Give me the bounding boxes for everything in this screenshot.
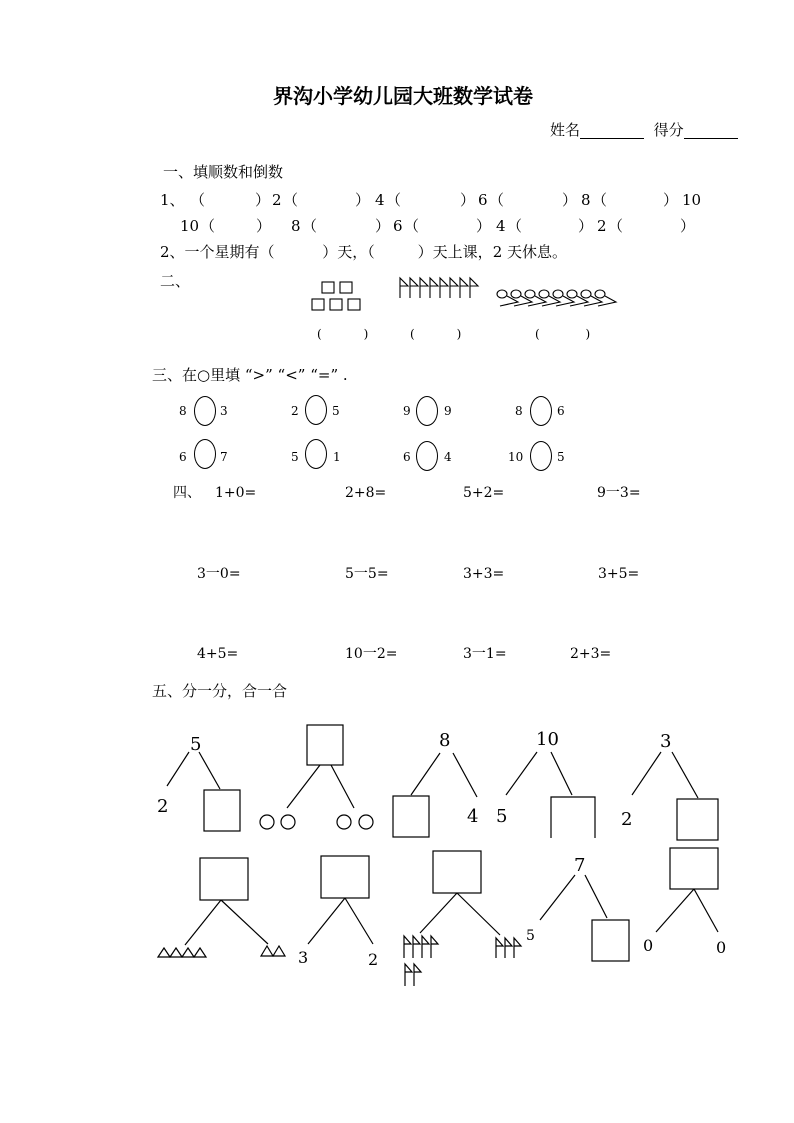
answer-box <box>670 848 718 889</box>
math-problem[interactable]: 9一3= <box>597 485 641 501</box>
score-label: 得分 <box>653 121 684 139</box>
open-box <box>551 797 595 838</box>
seq-number: 2 <box>272 191 282 209</box>
math-problem[interactable]: 3+5= <box>598 566 640 582</box>
bond-number: 10 <box>536 729 559 750</box>
seq-number: 8 <box>581 191 591 209</box>
bond-number: 7 <box>574 855 586 876</box>
seq-number: 4 <box>496 217 506 235</box>
compare-left: 6 <box>403 450 411 464</box>
compare-left: 10 <box>508 450 524 464</box>
paren-close: ） <box>355 191 371 209</box>
seq-number: 6 <box>478 191 488 209</box>
paren-open: （ <box>283 191 299 209</box>
compare-right: 5 <box>332 404 340 418</box>
compare-right: 7 <box>220 450 228 464</box>
compare-left: 8 <box>179 404 187 418</box>
paren-open: （ <box>507 217 523 235</box>
answer-box <box>433 851 481 893</box>
seq-number: 6 <box>393 217 403 235</box>
paren-close: ） <box>375 217 391 235</box>
compare-left: 6 <box>179 450 187 464</box>
answer-paren: ( ) <box>410 327 462 341</box>
triangles-shape <box>261 946 285 956</box>
compare-right: 6 <box>557 404 565 418</box>
paren-close: ） <box>460 191 476 209</box>
seq-number: 4 <box>375 191 385 209</box>
math-problem[interactable]: 10一2= <box>345 646 398 662</box>
paren-open: （ <box>592 191 608 209</box>
math-problem[interactable]: 2+3= <box>570 646 612 662</box>
answer-paren: ( ) <box>317 327 369 341</box>
paren-open: （ <box>386 191 402 209</box>
answer-box <box>204 790 240 831</box>
math-problem[interactable]: 4+5= <box>197 646 239 662</box>
seq-number: 10 <box>682 191 702 209</box>
section1-heading: 一、填顺数和倒数 <box>163 163 284 181</box>
seq-number: 8 <box>291 217 301 235</box>
bond-number: 5 <box>496 806 508 827</box>
seq-number: 2 <box>597 217 607 235</box>
math-problem[interactable]: 3一0= <box>197 566 241 582</box>
paren-close: ） <box>256 217 272 235</box>
compare-left: 9 <box>403 404 411 418</box>
circle-shape <box>359 815 373 829</box>
math-problem[interactable]: 2+8= <box>345 485 387 501</box>
bond-number: 0 <box>643 936 654 955</box>
bond-number: 3 <box>298 948 309 967</box>
paren-open: （ <box>190 191 206 209</box>
math-problem[interactable]: 5+2= <box>463 485 505 501</box>
bond-number: 5 <box>526 928 535 944</box>
paren-open: （ <box>608 217 624 235</box>
compare-left: 8 <box>515 404 523 418</box>
bond-number: 8 <box>439 730 451 751</box>
answer-box <box>200 858 248 900</box>
paren-close: ） <box>578 217 594 235</box>
compare-left: 5 <box>291 450 299 464</box>
paren-close: ） <box>663 191 679 209</box>
paren-close: ） <box>680 217 696 235</box>
page-title: 界沟小学幼儿园大班数学试卷 <box>273 84 533 108</box>
seq-row2-start: 10 <box>180 217 200 235</box>
seq-row1-prefix: 1、 <box>160 191 185 209</box>
bond-number: 2 <box>157 796 169 817</box>
section4-heading: 四、 <box>173 485 201 501</box>
compare-right: 1 <box>333 450 341 464</box>
circle-shape <box>260 815 274 829</box>
paren-close: ） <box>255 191 271 209</box>
math-problem[interactable]: 3一1= <box>463 646 507 662</box>
compare-right: 3 <box>220 404 228 418</box>
bond-number: 4 <box>467 806 479 827</box>
week-question: 2、一个星期有（ ）天，（ ）天上课，2 天休息。 <box>160 243 568 261</box>
name-label: 姓名 <box>550 121 581 139</box>
math-problem[interactable]: 1+0= <box>215 485 257 501</box>
answer-box <box>321 856 369 898</box>
bond-number: 3 <box>660 731 672 752</box>
section5-heading: 五、分一分，合一合 <box>152 682 288 700</box>
bond-number: 0 <box>716 938 727 957</box>
section3-heading: 三、在○里填 “>” “<” “=” . <box>152 366 348 384</box>
circle-shape <box>337 815 351 829</box>
compare-right: 5 <box>557 450 565 464</box>
compare-right: 4 <box>444 450 452 464</box>
paren-open: （ <box>489 191 505 209</box>
compare-right: 9 <box>444 404 452 418</box>
circle-shape <box>281 815 295 829</box>
answer-box <box>592 920 629 961</box>
answer-paren: ( ) <box>535 327 591 341</box>
paren-open: （ <box>302 217 318 235</box>
answer-box <box>677 799 718 840</box>
math-problem[interactable]: 3+3= <box>463 566 505 582</box>
paren-open: （ <box>200 217 216 235</box>
paren-close: ） <box>476 217 492 235</box>
compare-left: 2 <box>291 404 299 418</box>
triangles-shape <box>158 948 206 957</box>
answer-box <box>393 796 429 837</box>
bond-number: 2 <box>621 809 633 830</box>
bond-number: 5 <box>190 734 202 755</box>
answer-box <box>307 725 343 765</box>
bond-number: 2 <box>368 950 379 969</box>
paren-open: （ <box>404 217 420 235</box>
math-problem[interactable]: 5一5= <box>345 566 389 582</box>
flags-group <box>404 936 521 986</box>
section2-heading: 二、 <box>160 272 191 290</box>
paren-close: ） <box>562 191 578 209</box>
